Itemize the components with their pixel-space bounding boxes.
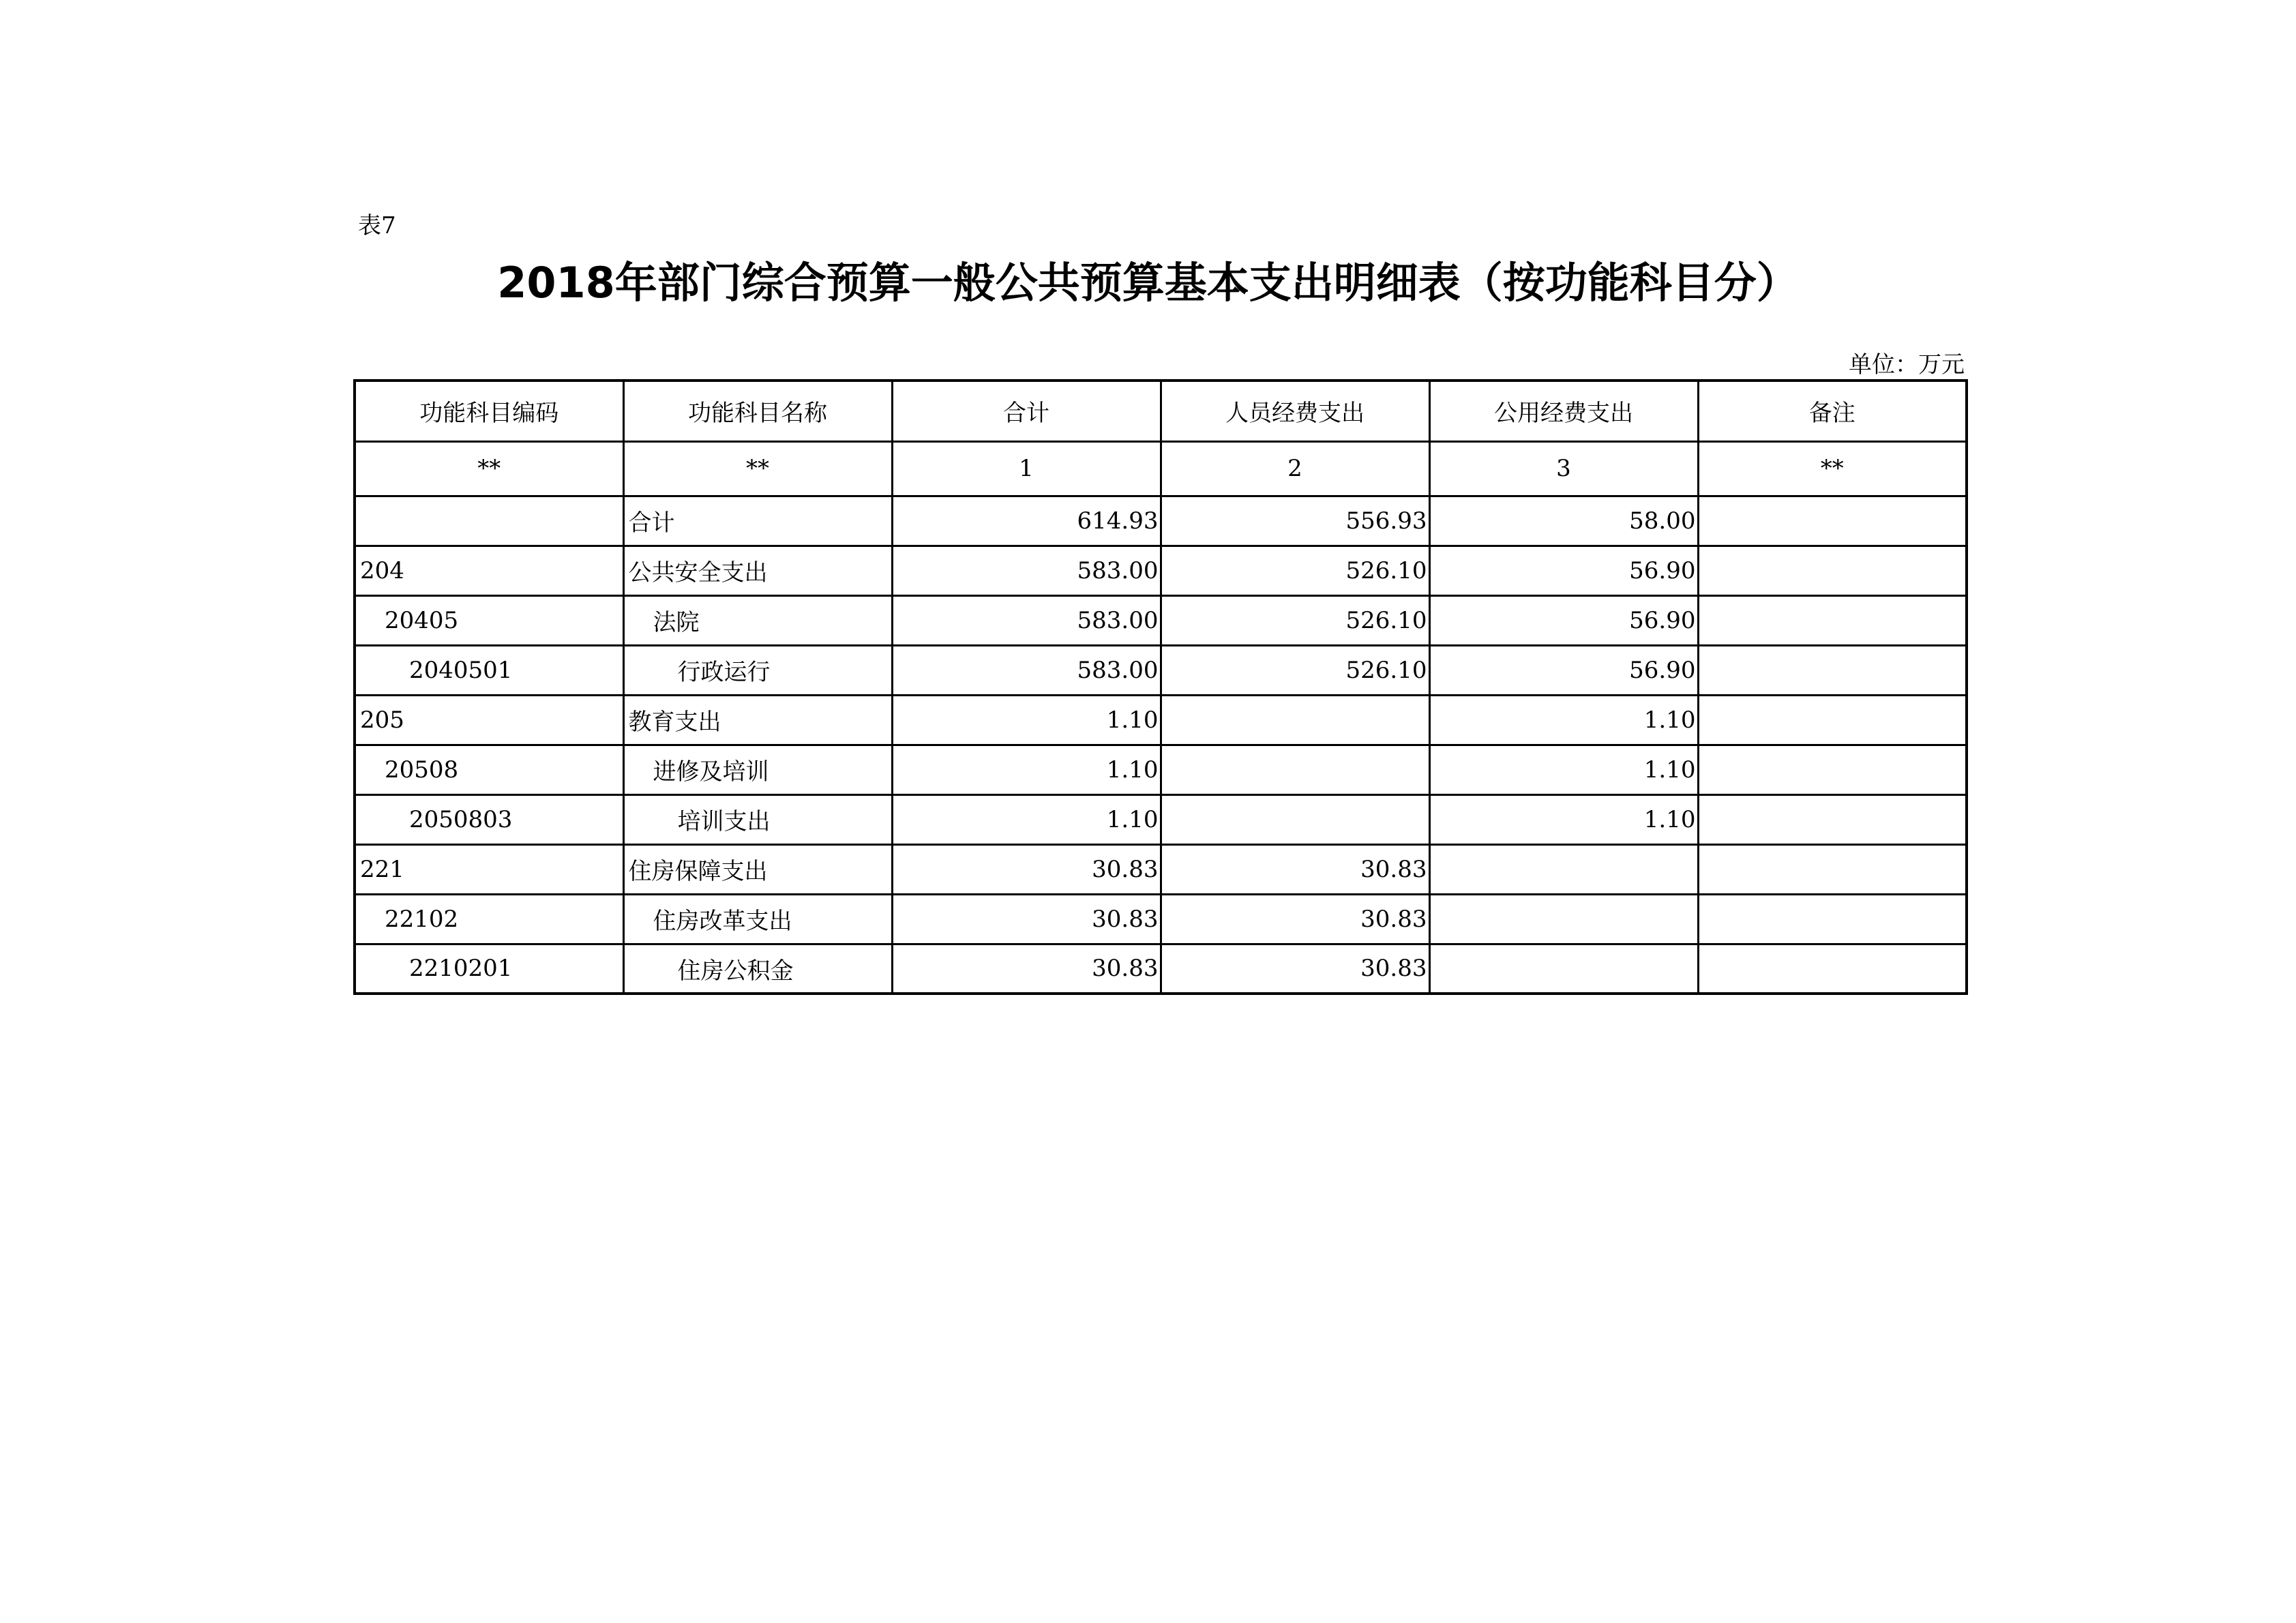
table-row <box>355 944 1967 994</box>
budget-table <box>353 379 1968 995</box>
cell-total: 30.83 <box>892 944 1161 994</box>
table-row <box>355 546 1967 595</box>
cell-name: 法院 <box>623 595 892 645</box>
index-public: 3 <box>1429 441 1698 496</box>
cell-name: 进修及培训 <box>623 745 892 794</box>
cell-name: 培训支出 <box>623 794 892 844</box>
cell-total: 583.00 <box>892 595 1161 645</box>
cell-remark <box>1698 496 1967 546</box>
table-row <box>355 496 1967 546</box>
cell-public <box>1429 844 1698 894</box>
cell-remark <box>1698 844 1967 894</box>
table-row <box>355 745 1967 794</box>
cell-code: 204 <box>355 546 623 595</box>
cell-total: 1.10 <box>892 794 1161 844</box>
cell-total: 30.83 <box>892 844 1161 894</box>
cell-public: 1.10 <box>1429 745 1698 794</box>
cell-personnel <box>1161 695 1429 745</box>
cell-personnel <box>1161 745 1429 794</box>
cell-personnel: 526.10 <box>1161 546 1429 595</box>
index-code: ** <box>355 441 623 496</box>
index-row <box>355 441 1967 496</box>
cell-code: 221 <box>355 844 623 894</box>
cell-public: 56.90 <box>1429 645 1698 695</box>
table-row <box>355 645 1967 695</box>
cell-name: 合计 <box>623 496 892 546</box>
cell-name: 行政运行 <box>623 645 892 695</box>
cell-code <box>355 496 623 546</box>
cell-public <box>1429 944 1698 994</box>
cell-total: 583.00 <box>892 546 1161 595</box>
index-remark: ** <box>1698 441 1967 496</box>
cell-remark <box>1698 595 1967 645</box>
table-row <box>355 894 1967 944</box>
cell-total: 1.10 <box>892 695 1161 745</box>
cell-code: 205 <box>355 695 623 745</box>
table-label: 表7 <box>358 212 396 239</box>
cell-code: 20508 <box>355 745 623 794</box>
cell-public: 56.90 <box>1429 546 1698 595</box>
cell-personnel: 526.10 <box>1161 595 1429 645</box>
header-row <box>355 381 1967 441</box>
index-personnel: 2 <box>1161 441 1429 496</box>
cell-remark <box>1698 894 1967 944</box>
header-personnel: 人员经费支出 <box>1161 381 1429 441</box>
cell-public: 58.00 <box>1429 496 1698 546</box>
cell-remark <box>1698 745 1967 794</box>
cell-total: 1.10 <box>892 745 1161 794</box>
unit-label: 单位：万元 <box>1849 351 1965 378</box>
cell-public <box>1429 894 1698 944</box>
cell-personnel: 30.83 <box>1161 944 1429 994</box>
index-name: ** <box>623 441 892 496</box>
cell-personnel: 30.83 <box>1161 894 1429 944</box>
table-row <box>355 595 1967 645</box>
cell-code: 2050803 <box>355 794 623 844</box>
cell-remark <box>1698 944 1967 994</box>
cell-remark <box>1698 645 1967 695</box>
cell-remark <box>1698 695 1967 745</box>
header-code: 功能科目编码 <box>355 381 623 441</box>
cell-remark <box>1698 546 1967 595</box>
cell-name: 教育支出 <box>623 695 892 745</box>
header-public: 公用经费支出 <box>1429 381 1698 441</box>
cell-personnel <box>1161 794 1429 844</box>
cell-public: 1.10 <box>1429 794 1698 844</box>
header-total: 合计 <box>892 381 1161 441</box>
cell-personnel: 30.83 <box>1161 844 1429 894</box>
header-name: 功能科目名称 <box>623 381 892 441</box>
table-row <box>355 794 1967 844</box>
cell-name: 公共安全支出 <box>623 546 892 595</box>
cell-code: 22102 <box>355 894 623 944</box>
cell-public: 1.10 <box>1429 695 1698 745</box>
cell-total: 583.00 <box>892 645 1161 695</box>
cell-personnel: 556.93 <box>1161 496 1429 546</box>
cell-code: 20405 <box>355 595 623 645</box>
cell-code: 2210201 <box>355 944 623 994</box>
cell-name: 住房保障支出 <box>623 844 892 894</box>
cell-remark <box>1698 794 1967 844</box>
cell-total: 614.93 <box>892 496 1161 546</box>
table-row <box>355 844 1967 894</box>
cell-total: 30.83 <box>892 894 1161 944</box>
cell-code: 2040501 <box>355 645 623 695</box>
cell-name: 住房改革支出 <box>623 894 892 944</box>
table-row <box>355 695 1967 745</box>
cell-name: 住房公积金 <box>623 944 892 994</box>
header-remark: 备注 <box>1698 381 1967 441</box>
index-total: 1 <box>892 441 1161 496</box>
cell-public: 56.90 <box>1429 595 1698 645</box>
cell-personnel: 526.10 <box>1161 645 1429 695</box>
document-title: 2018年部门综合预算一般公共预算基本支出明细表（按功能科目分） <box>497 258 1799 308</box>
